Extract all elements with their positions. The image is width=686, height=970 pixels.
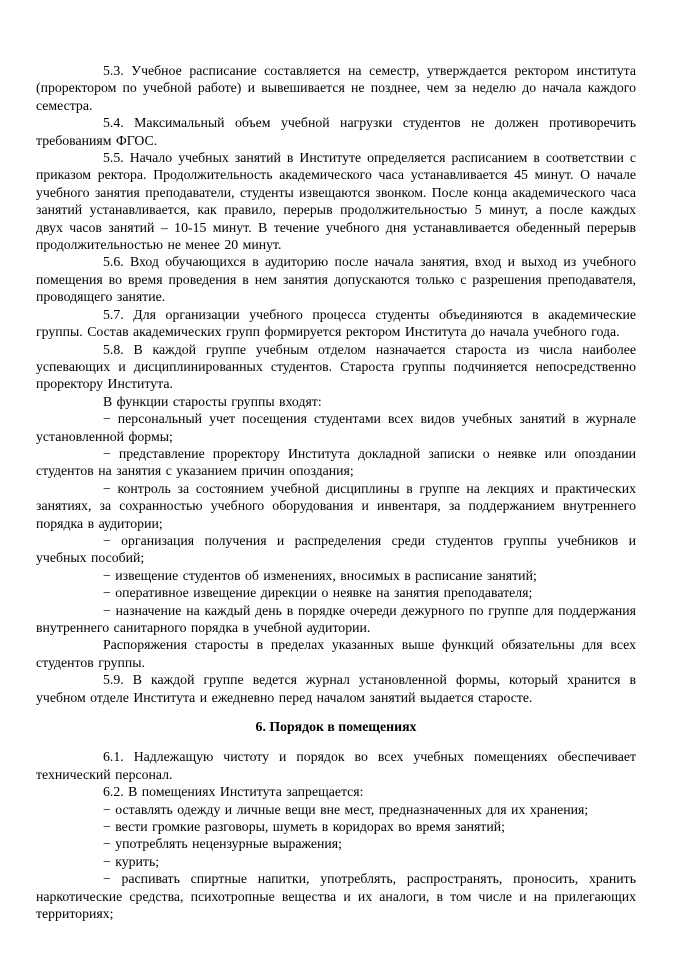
paragraph-5-6: 5.6. Вход обучающихся в аудиторию после начала занятия, вход и выход из учебного помещения во время проведения в нем занятия допускаются только с разрешения преподавателя, проводящего занятие. — [36, 254, 636, 305]
starosta-function-item-duty-assignment: − назначение на каждый день в порядке очереди дежурного по группе для поддержания внутреннего санитарного порядка в учебной аудитории. — [36, 602, 636, 635]
paragraph-5-5: 5.5. Начало учебных занятий в Институте определяется расписанием в соответствии с приказом ректора. Продолжительность академического часа устанавливается 45 минут. О начале учебного занятия преподаватели, студенты извещаются звонком. После конца академического часа занятий устанавливается, как правило, перерыв продолжительностью 5 минут, а после каждых двух часов занятий – 10-15 минут. В течение учебного дня устанавливается обеденный перерыв продолжительностью не менее 20 минут. — [36, 150, 636, 253]
starosta-function-item-discipline-control: − контроль за состоянием учебной дисциплины в группе на лекциях и практических занятиях, за сохранностью учебного оборудования и инвентаря, за поддержанием внутреннего порядка в аудитории; — [36, 480, 636, 531]
prohibited-item-smoking: − курить; — [103, 853, 160, 869]
starosta-function-item-reports: − представление проректору Института докладной записки о неявке или опоздании студентов на занятия с указанием причин опоздания; — [36, 445, 636, 479]
paragraph-6-1: 6.1. Надлежащую чистоту и порядок во всех учебных помещениях обеспечивает технический персонал. — [36, 749, 636, 782]
starosta-function-item-textbooks: − организация получения и распределения среди студентов группы учебников и учебных пособий; — [36, 532, 636, 566]
prohibited-item-alcohol-drugs: − распивать спиртные напитки, употреблять, распространять, проносить, хранить наркотические средства, психотропные вещества и их аналоги, в том числе и на прилегающих территориях; — [36, 871, 636, 922]
paragraph-5-7: 5.7. Для организации учебного процесса студенты объединяются в академические группы. Состав академических групп формируется ректором Института до начала учебного года. — [36, 306, 636, 340]
prohibited-item-profanity: − употреблять нецензурные выражения; — [103, 836, 342, 852]
starosta-function-item-schedule-changes: − извещение студентов об изменениях, вносимых в расписание занятий; — [103, 567, 537, 583]
paragraph-starosta-orders: Распоряжения старосты в пределах указанных выше функций обязательны для всех студентов группы. — [36, 637, 636, 670]
section-6-heading: 6. Порядок в помещениях — [255, 719, 417, 735]
paragraph-5-9: 5.9. В каждой группе ведется журнал установленной формы, который хранится в учебном отделе Института и ежедневно перед началом занятий выдается старосте. — [36, 672, 636, 705]
paragraph-6-2: 6.2. В помещениях Института запрещается: — [103, 784, 364, 800]
paragraph-starosta-functions-intro: В функции старосты группы входят: — [103, 393, 322, 409]
prohibited-item-noise: − вести громкие разговоры, шуметь в коридорах во время занятий; — [103, 819, 505, 835]
paragraph-5-4: 5.4. Максимальный объем учебной нагрузки студентов не должен противоречить требованиям ФГОС. — [36, 115, 636, 148]
paragraph-5-8: 5.8. В каждой группе учебным отделом назначается староста из числа наиболее успевающих и дисциплинированных студентов. Староста группы подчиняется непосредственно проректору Института. — [36, 341, 636, 392]
starosta-function-item-attendance: − персональный учет посещения студентами всех видов учебных занятий в журнале установленной формы; — [36, 411, 636, 444]
prohibited-item-belongings: − оставлять одежду и личные вещи вне мест, предназначенных для их хранения; — [103, 801, 589, 817]
starosta-function-item-teacher-absence: − оперативное извещение дирекции о неявке на занятия преподавателя; — [103, 585, 533, 601]
paragraph-5-3: 5.3. Учебное расписание составляется на семестр, утверждается ректором института (проректором по учебной работе) и вывешивается не позднее, чем за неделю до начала каждого семестра. — [36, 63, 636, 113]
